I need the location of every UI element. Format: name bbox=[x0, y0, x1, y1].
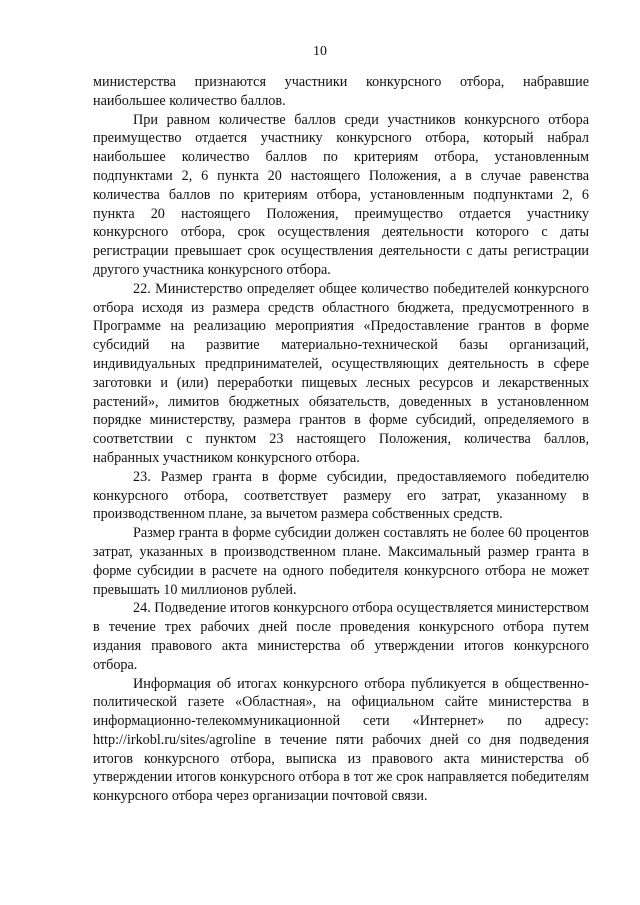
paragraph-tie-break: При равном количестве баллов среди участников конкурсного отбора преимущество отдается участнику конкурсного отбора, который набрал наибольшее количество баллов по критериям отбора, установленным подпунктами 2, 6 пункта 20 настоящего Положения, а в случае равенства количества баллов по критериям отбора, установленным подпунктами 2, 6 пункта 20 настоящего Положения, преимущество отдается участнику конкурсного отбора, срок осуществления деятельности которого с даты регистрации превышает срок осуществления деятельности с даты регистрации другого участника конкурсного отбора. bbox=[93, 111, 589, 278]
document-body bbox=[93, 73, 589, 806]
paragraph-24: 24. Подведение итогов конкурсного отбора осуществляется министерством в течение трех рабочих дней после проведения конкурсного отбора путем издания правового акта министерства об утверждении итогов конкурсного отбора. bbox=[93, 600, 589, 673]
paragraph-publication: Информация об итогах конкурсного отбора публикуется в общественно-политической газете «Областная», на официальном сайте министерства в информационно-телекоммуникационной сети «Интернет» по адресу: http://irkobl.ru/sites/agroline в течение пяти рабочих дней со дня подведения итогов конкурсного отбора, выписка из правового акта министерства об утверждении итогов конкурсного отбора в тот же срок направляется победителям конкурсного отбора через организации почтовой связи. bbox=[93, 675, 589, 805]
paragraph-23: 23. Размер гранта в форме субсидии, предоставляемого победителю конкурсного отбора, соответствует размеру его затрат, указанному в производственном плане, за вычетом размера собственных средств. bbox=[93, 468, 589, 523]
paragraph-22: 22. Министерство определяет общее количество победителей конкурсного отбора исходя из размера средств областного бюджета, предусмотренного в Программе на реализацию мероприятия «Предоставление грантов в форме субсидий на развитие материально-технической базы организаций, индивидуальных предпринимателей, осуществляющих деятельность в сфере заготовки и (или) переработки пищевых лесных ресурсов и лекарственных растений», лимитов бюджетных обязательств, доведенных в установленном порядке министерству, размера грантов в форме субсидий, определяемого в соответствии с пунктом 23 настоящего Положения, количества баллов, набранных участником конкурсного отбора. bbox=[93, 280, 589, 466]
page-number: 10 bbox=[313, 44, 327, 59]
paragraph-continuation: министерства признаются участники конкурсного отбора, набравшие наибольшее количество баллов. bbox=[93, 74, 589, 109]
paragraph-grant-size: Размер гранта в форме субсидии должен составлять не более 60 процентов затрат, указанных в производственном плане. Максимальный размер гранта в форме субсидии в расчете на одного победителя конкурсного отбора не может превышать 10 миллионов рублей. bbox=[93, 525, 589, 598]
